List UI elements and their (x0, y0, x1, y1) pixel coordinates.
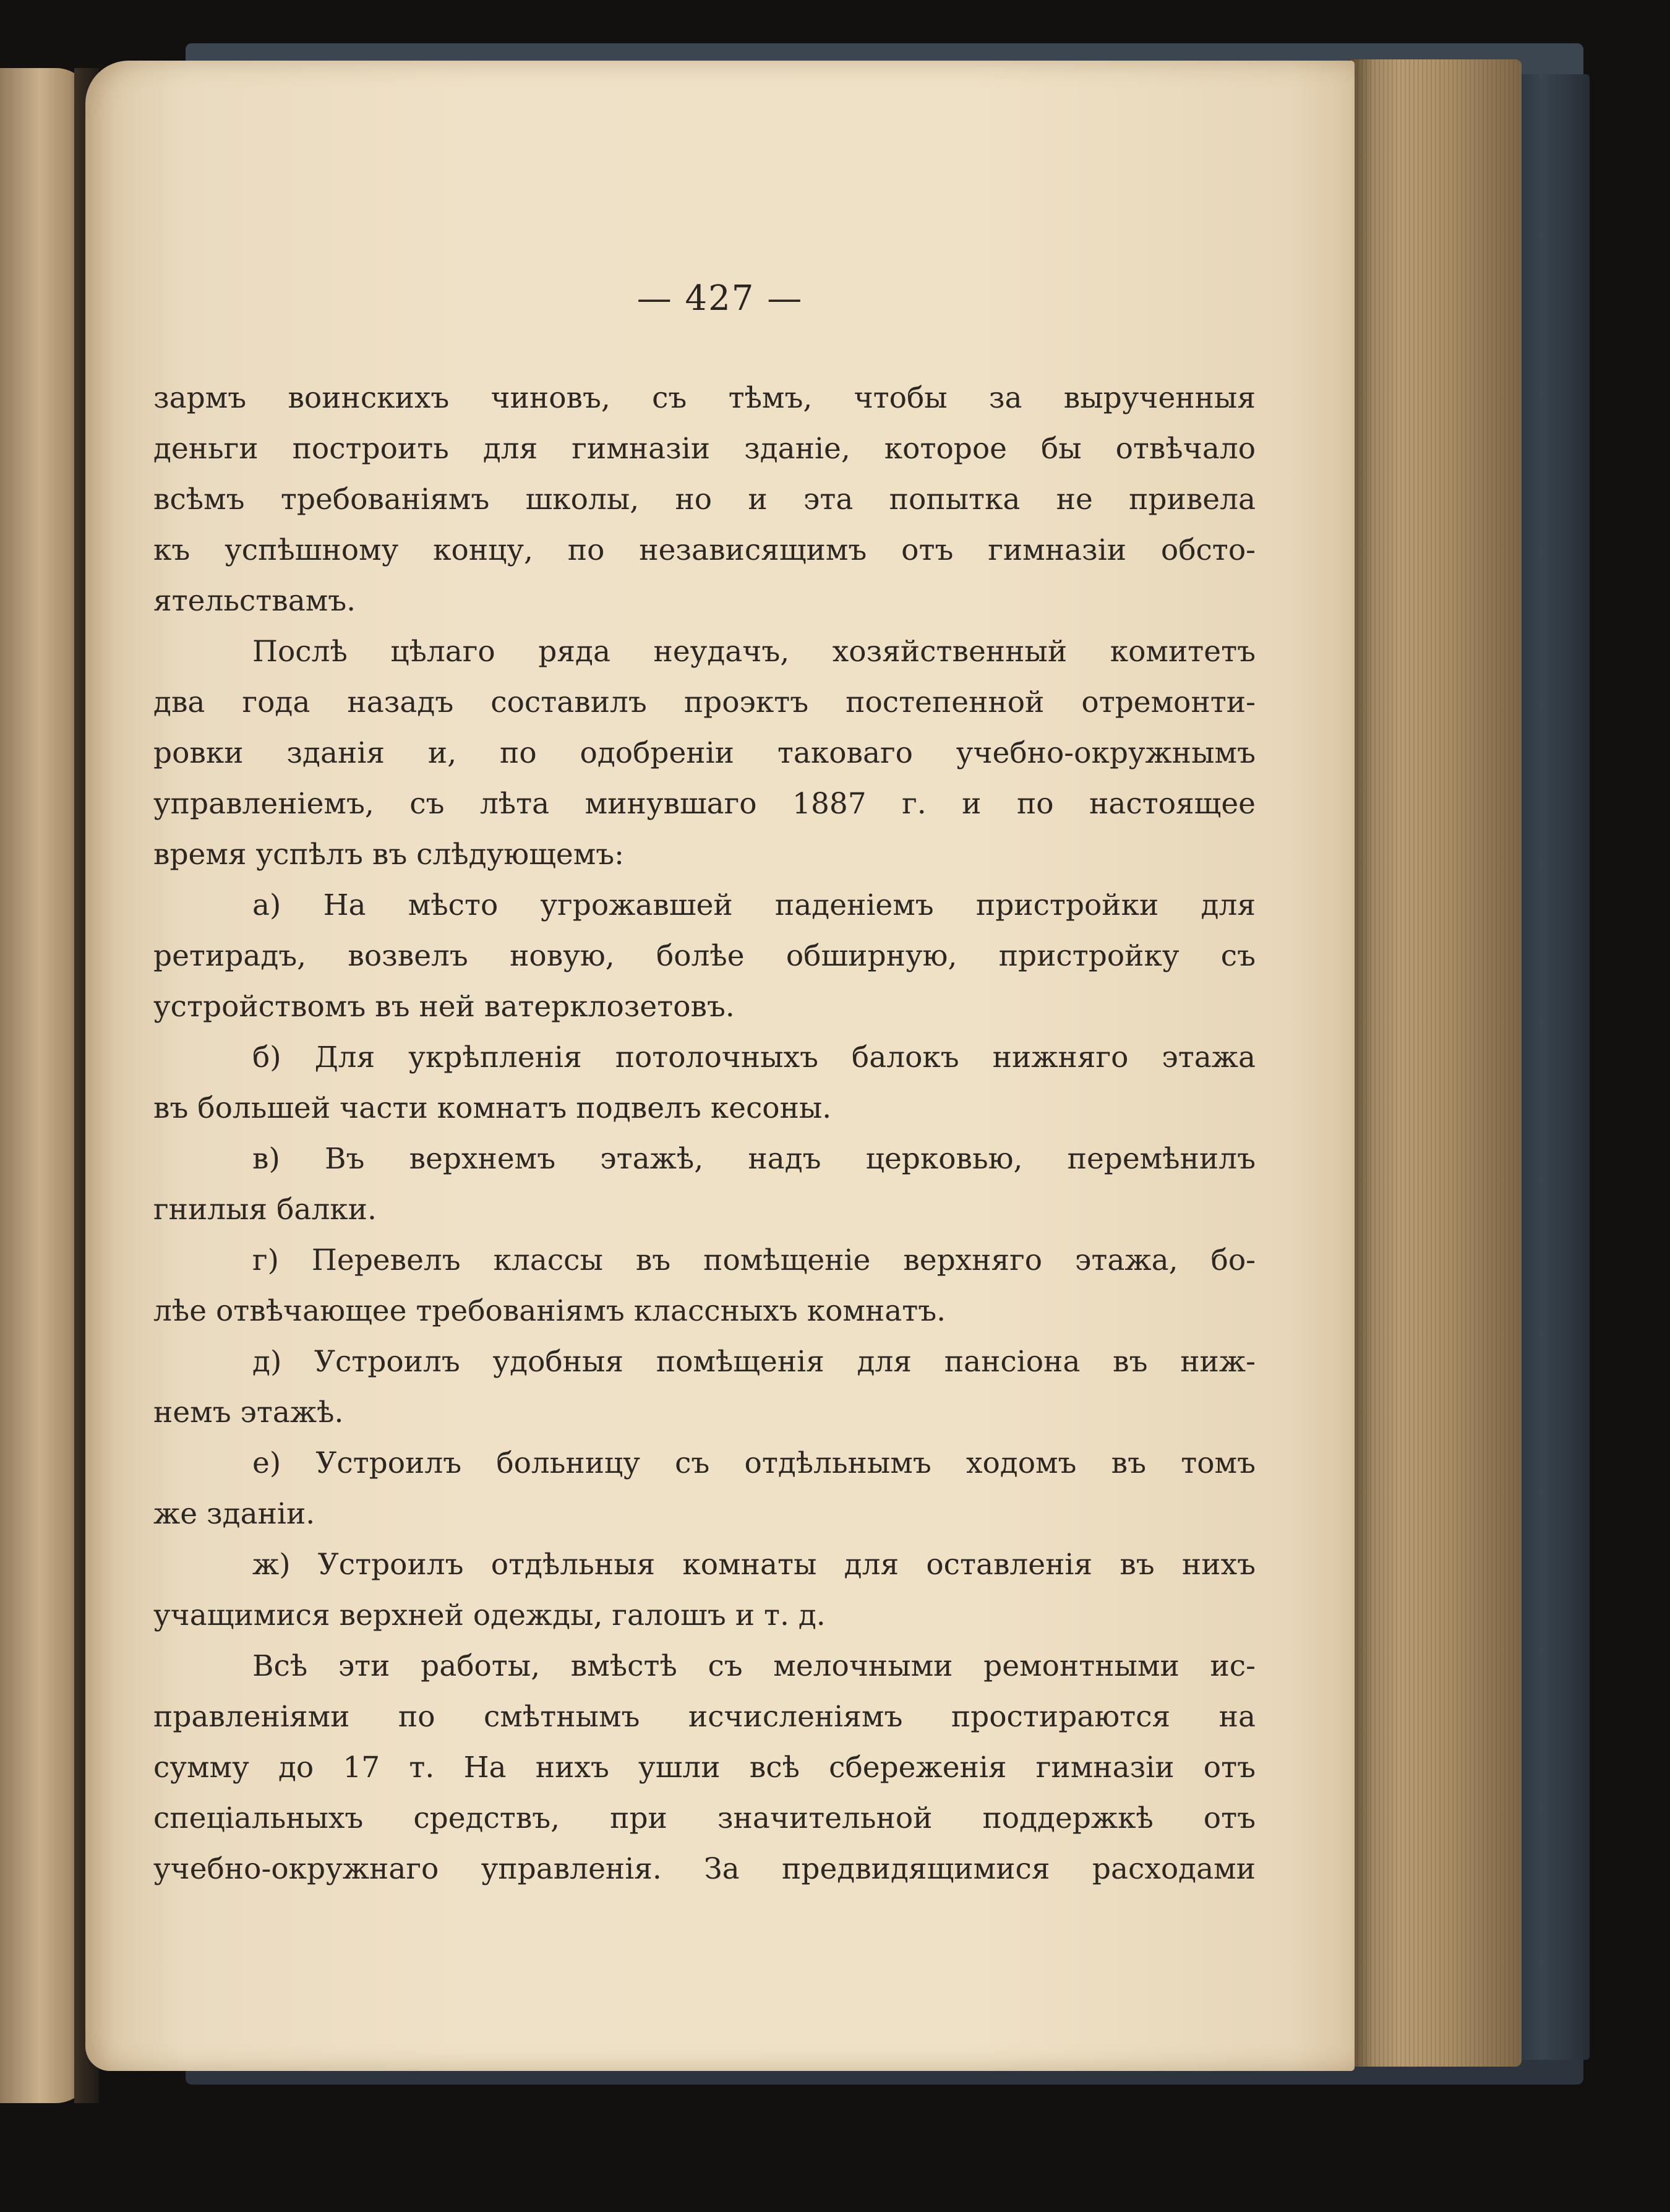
text-line: гнилыя балки. (153, 1193, 377, 1227)
text-line: немъ этажѣ. (153, 1395, 344, 1430)
text-line: къ успѣшному концу, по независящимъ отъ гимназіи обсто- (153, 533, 1256, 567)
text-line: устройствомъ въ ней ватерклозетовъ. (153, 990, 735, 1024)
text-line: деньги построить для гимназіи зданіе, которое бы отвѣчало (153, 432, 1256, 466)
text-line: спеціальныхъ средствъ, при значительной поддержкѣ отъ (153, 1801, 1256, 1835)
text-line: д) Устроилъ удобныя помѣщенія для пансіона въ ниж- (252, 1345, 1256, 1379)
text-line: правленіями по смѣтнымъ исчисленіямъ простираются на (153, 1700, 1256, 1734)
text-line: всѣмъ требованіямъ школы, но и эта попытка не привела (153, 482, 1256, 517)
text-line: а) На мѣсто угрожавшей паденіемъ пристройки для (252, 888, 1256, 922)
text-line: б) Для укрѣпленія потолочныхъ балокъ нижняго этажа (252, 1040, 1256, 1074)
text-line: ретирадъ, возвелъ новую, болѣе обширную, пристройку съ (153, 939, 1256, 973)
page-number: — 427 — (636, 278, 803, 319)
text-line: г) Перевелъ классы въ помѣщеніе верхняго этажа, бо- (252, 1243, 1256, 1277)
text-line: е) Устроилъ больницу съ отдѣльнымъ ходомъ въ томъ (252, 1446, 1256, 1480)
text-line: учащимися верхней одежды, галошъ и т. д. (153, 1598, 826, 1632)
book-page (85, 61, 1355, 2071)
text-line: в) Въ верхнемъ этажѣ, надъ церковью, перемѣнилъ (252, 1142, 1256, 1176)
text-line: зармъ воинскихъ чиновъ, съ тѣмъ, чтобы за вырученныя (153, 381, 1256, 415)
text-line: ятельствамъ. (153, 584, 356, 618)
text-line: два года назадъ составилъ проэктъ постепенной отремонти- (153, 685, 1256, 719)
text-line: ровки зданія и, по одобреніи таковаго учебно-окружнымъ (153, 736, 1256, 770)
text-line: сумму до 17 т. На нихъ ушли всѣ сбереженія гимназіи отъ (153, 1751, 1256, 1785)
page-block-edge (1348, 59, 1522, 2067)
text-line: ж) Устроилъ отдѣльныя комнаты для оставленія въ нихъ (252, 1548, 1256, 1582)
text-line: Всѣ эти работы, вмѣстѣ съ мелочными ремонтными ис- (252, 1649, 1256, 1683)
text-line: въ большей части комнатъ подвелъ кесоны. (153, 1091, 832, 1125)
text-line: Послѣ цѣлаго ряда неудачъ, хозяйственный комитетъ (252, 635, 1256, 669)
text-line: управленіемъ, съ лѣта минувшаго 1887 г. и по настоящее (153, 787, 1256, 821)
page-body-text (153, 373, 1256, 1895)
text-line: же зданіи. (153, 1497, 315, 1531)
text-line: лѣе отвѣчающее требованіямъ классныхъ комнатъ. (153, 1294, 946, 1328)
text-line: время успѣлъ въ слѣдующемъ: (153, 838, 624, 872)
text-line: учебно-окружнаго управленія. За предвидящимися расходами (153, 1852, 1256, 1886)
